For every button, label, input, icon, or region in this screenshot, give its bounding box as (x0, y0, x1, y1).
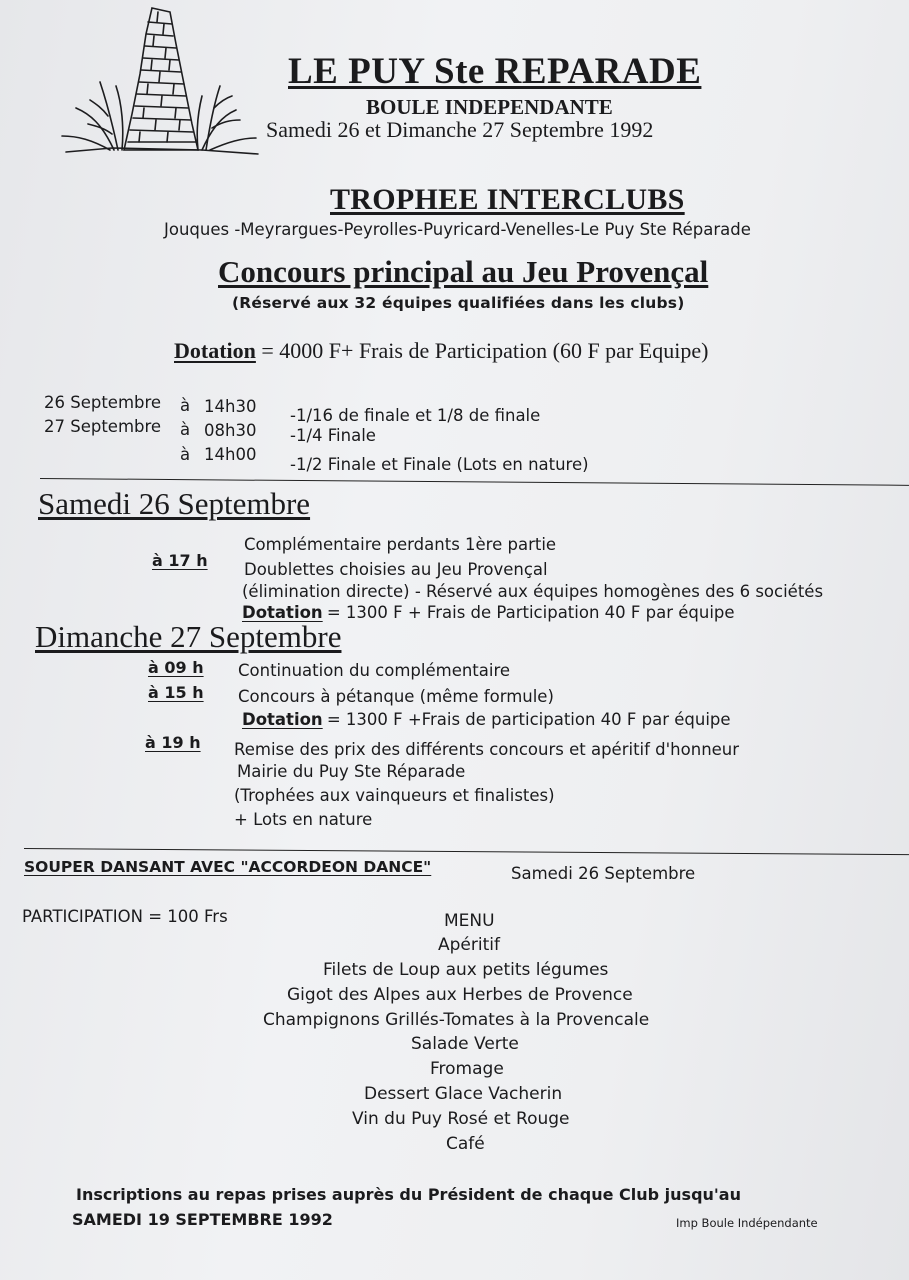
schedule-at: à (180, 445, 191, 464)
sunday-text-1: Continuation du complémentaire (238, 661, 511, 680)
main-contest-dotation (174, 338, 708, 364)
dotation-text: = 1300 F + Frais de Participation 40 F par équipe (326, 603, 735, 622)
saturday-line-1: Complémentaire perdants 1ère partie (244, 535, 557, 554)
saturday-line-2: Doublettes choisies au Jeu Provençal (244, 560, 548, 579)
dotation-label: Dotation (242, 710, 323, 729)
saturday-heading: Samedi 26 Septembre (38, 486, 311, 521)
dinner-participation: PARTICIPATION = 100 Frs (22, 907, 228, 926)
menu-item: Champignons Grillés-Tomates à la Provencale (263, 1010, 650, 1030)
schedule-row (44, 393, 161, 412)
schedule-time: 14h00 (204, 445, 257, 464)
dotation-text: = 4000 F+ Frais de Participation (60 F par Equipe) (261, 338, 709, 363)
menu-item: Café (446, 1134, 485, 1154)
event-location-title: LE PUY Ste REPARADE (288, 51, 702, 92)
dinner-title: SOUPER DANSANT AVEC "ACCORDEON DANCE" (24, 858, 432, 876)
sunday-time-3: à 19 h (145, 733, 201, 752)
event-dates: Samedi 26 et Dimanche 27 Septembre 1992 (266, 117, 654, 142)
footer-registration-note: Inscriptions au repas prises auprès du Président de chaque Club jusqu'au (76, 1185, 741, 1204)
schedule-date: 26 Septembre (44, 393, 162, 412)
divider-1 (40, 478, 909, 486)
main-contest-title: Concours principal au Jeu Provençal (218, 254, 709, 289)
schedule-event: -1/2 Finale et Finale (Lots en nature) (290, 455, 589, 474)
sunday-text-3: Remise des prix des différents concours et apéritif d'honneur (234, 740, 740, 759)
schedule-event: -1/4 Finale (290, 426, 376, 445)
saturday-time: à 17 h (152, 551, 208, 570)
footer-deadline: SAMEDI 19 SEPTEMBRE 1992 (72, 1210, 333, 1229)
schedule-date: 27 Septembre (44, 417, 162, 436)
menu-item: Gigot des Alpes aux Herbes de Provence (287, 985, 633, 1005)
schedule-at: à (180, 396, 191, 415)
dotation-label: Dotation (174, 338, 256, 363)
sunday-time-1: à 09 h (148, 658, 204, 677)
printer-credit: Imp Boule Indépendante (676, 1216, 818, 1230)
main-contest-subtitle: (Réservé aux 32 équipes qualifiées dans les clubs) (232, 294, 685, 312)
sunday-text-2: Concours à pétanque (même formule) (238, 687, 554, 706)
saturday-line-3: (élimination directe) - Réservé aux équipes homogènes des 6 sociétés (242, 582, 824, 601)
participating-clubs: Jouques -Meyrargues-Peyrolles-Puyricard-Venelles-Le Puy Ste Réparade (164, 220, 751, 239)
trophy-title: TROPHEE INTERCLUBS (330, 183, 685, 216)
sunday-text-6: + Lots en nature (234, 810, 373, 829)
sunday-time-2: à 15 h (148, 683, 204, 702)
sunday-text-4: Mairie du Puy Ste Réparade (237, 762, 466, 781)
dotation-label: Dotation (242, 603, 323, 622)
menu-item: Filets de Loup aux petits légumes (323, 960, 609, 980)
schedule-event: -1/16 de finale et 1/8 de finale (290, 406, 541, 425)
menu-item: Dessert Glace Vacherin (364, 1084, 563, 1104)
menu-item: Apéritif (438, 935, 500, 955)
club-name: BOULE INDEPENDANTE (366, 95, 613, 119)
dotation-text: = 1300 F +Frais de participation 40 F par équipe (326, 710, 731, 729)
schedule-time: 14h30 (204, 397, 257, 416)
divider-2 (24, 848, 909, 855)
schedule-at: à (180, 420, 191, 439)
schedule-time: 08h30 (204, 421, 257, 440)
sunday-heading: Dimanche 27 Septembre (35, 619, 342, 654)
menu-item: Fromage (430, 1059, 504, 1079)
menu-item: Vin du Puy Rosé et Rouge (352, 1109, 570, 1129)
stone-tower-illustration (52, 4, 264, 160)
sunday-text-5: (Trophées aux vainqueurs et finalistes) (234, 786, 555, 805)
menu-item: Salade Verte (411, 1034, 519, 1054)
sunday-dotation (242, 710, 731, 730)
dinner-date: Samedi 26 Septembre (511, 864, 696, 883)
menu-title: MENU (444, 911, 495, 931)
